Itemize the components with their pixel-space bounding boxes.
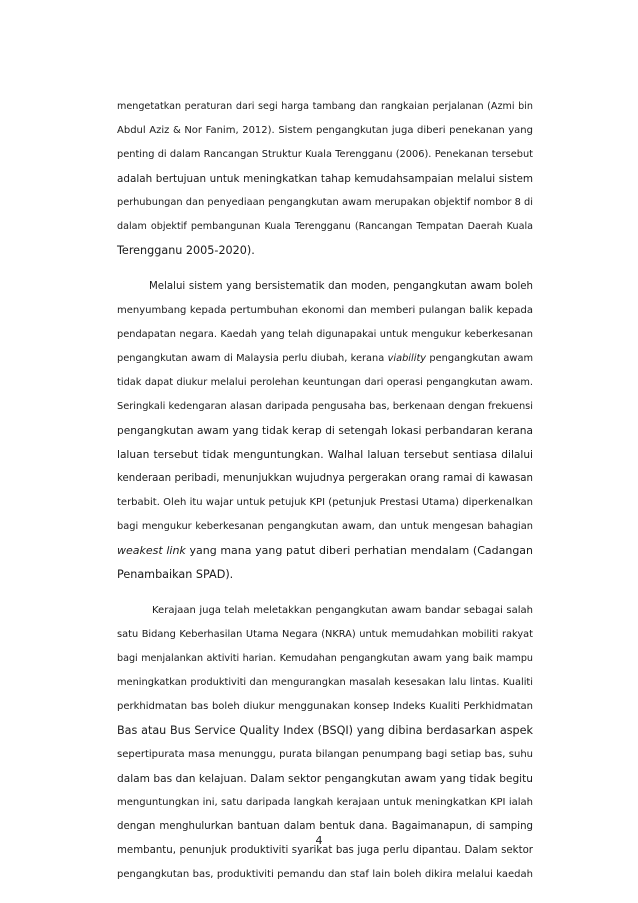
- text-line: perhubungan dan penyediaan pengangkutan awam merupakan objektif nombor 8 di: [117, 197, 533, 208]
- italic-term-weakest-link: weakest link: [117, 544, 186, 557]
- body-text: [117, 95, 533, 887]
- paragraph-2: [117, 275, 533, 587]
- text-line: pengangkutan bas, produktiviti pemandu dan staf lain boleh dikira melalui kaedah: [117, 869, 533, 880]
- text-line: membantu, penunjuk produktiviti syarikat bas juga perlu dipantau. Dalam sektor: [117, 845, 533, 856]
- text-line-with-emphasis: [117, 347, 533, 371]
- text-line-last: Terengganu 2005-2020).: [117, 244, 255, 257]
- text-line: bagi mengukur keberkesanan pengangkutan awam, dan untuk mengesan bahagian: [117, 521, 533, 532]
- text-line: menguntungkan ini, satu daripada langkah kerajaan untuk meningkatkan KPI ialah: [117, 797, 533, 808]
- italic-term-viability: viability: [387, 353, 427, 364]
- text-line-indented: Melalui sistem yang bersistematik dan moden, pengangkutan awam boleh: [149, 281, 533, 292]
- text-line: Abdul Aziz & Nor Fanim, 2012). Sistem pengangkutan juga diberi penekanan yang: [117, 125, 533, 136]
- paragraph-1: [117, 95, 533, 263]
- text-line: pendapatan negara. Kaedah yang telah digunapakai untuk mengukur keberkesanan: [117, 329, 533, 340]
- text-line-with-emphasis: [117, 539, 533, 563]
- text-line: satu Bidang Keberhasilan Utama Negara (NKRA) untuk memudahkan mobiliti rakyat: [117, 629, 533, 640]
- text-line: laluan tersebut tidak menguntungkan. Walhal laluan tersebut sentiasa dilalui: [117, 449, 533, 461]
- text-line: mengetatkan peraturan dari segi harga tambang dan rangkaian perjalanan (Azmi bin: [117, 101, 533, 112]
- text-fragment: yang mana yang patut diberi perhatian mendalam (Cadangan: [185, 544, 534, 557]
- text-line: menyumbang kepada pertumbuhan ekonomi dan memberi pulangan balik kepada: [117, 305, 533, 316]
- text-fragment: pengangkutan awam di Malaysia perlu diubah, kerana: [117, 353, 388, 364]
- text-line: adalah bertujuan untuk meningkatkan tahap kemudahsampaian melalui sistem: [117, 173, 533, 185]
- text-line: bagi menjalankan aktiviti harian. Kemudahan pengangkutan awam yang baik mampu: [117, 653, 533, 664]
- text-line: meningkatkan produktiviti dan mengurangkan masalah kesesakan lalu lintas. Kualiti: [117, 677, 533, 688]
- text-line: dalam objektif pembangunan Kuala Terengganu (Rancangan Tempatan Daerah Kuala: [117, 221, 533, 232]
- text-line: penting di dalam Rancangan Struktur Kuala Terengganu (2006). Penekanan tersebut: [117, 149, 533, 160]
- text-line: dalam bas dan kelajuan. Dalam sektor pengangkutan awam yang tidak begitu: [117, 773, 533, 785]
- paragraph-spacer: [117, 263, 533, 275]
- text-line: Bas atau Bus Service Quality Index (BSQI) yang dibina berdasarkan aspek: [117, 724, 533, 737]
- paragraph-spacer: [117, 587, 533, 599]
- text-line: dengan menghulurkan bantuan dalam bentuk dana. Bagaimanapun, di samping: [117, 821, 533, 832]
- text-line-indented: Kerajaan juga telah meletakkan pengangkutan awam bandar sebagai salah: [152, 605, 533, 616]
- text-line: kenderaan peribadi, menunjukkan wujudnya pergerakan orang ramai di kawasan: [117, 473, 533, 484]
- page-number: 4: [315, 834, 323, 847]
- text-line: tidak dapat diukur melalui perolehan keuntungan dari operasi pengangkutan awam.: [117, 377, 533, 388]
- text-line: sepertipurata masa menunggu, purata bilangan penumpang bagi setiap bas, suhu: [117, 749, 533, 760]
- text-line: pengangkutan awam yang tidak kerap di setengah lokasi perbandaran kerana: [117, 425, 533, 437]
- text-line-last: Penambaikan SPAD).: [117, 568, 234, 581]
- text-line: perkhidmatan bas boleh diukur menggunakan konsep Indeks Kualiti Perkhidmatan: [117, 701, 533, 712]
- text-line: Seringkali kedengaran alasan daripada pengusaha bas, berkenaan dengan frekuensi: [117, 401, 533, 412]
- text-line: terbabit. Oleh itu wajar untuk petujuk KPI (petunjuk Prestasi Utama) diperkenalkan: [117, 497, 533, 508]
- text-fragment: pengangkutan awam: [426, 353, 533, 364]
